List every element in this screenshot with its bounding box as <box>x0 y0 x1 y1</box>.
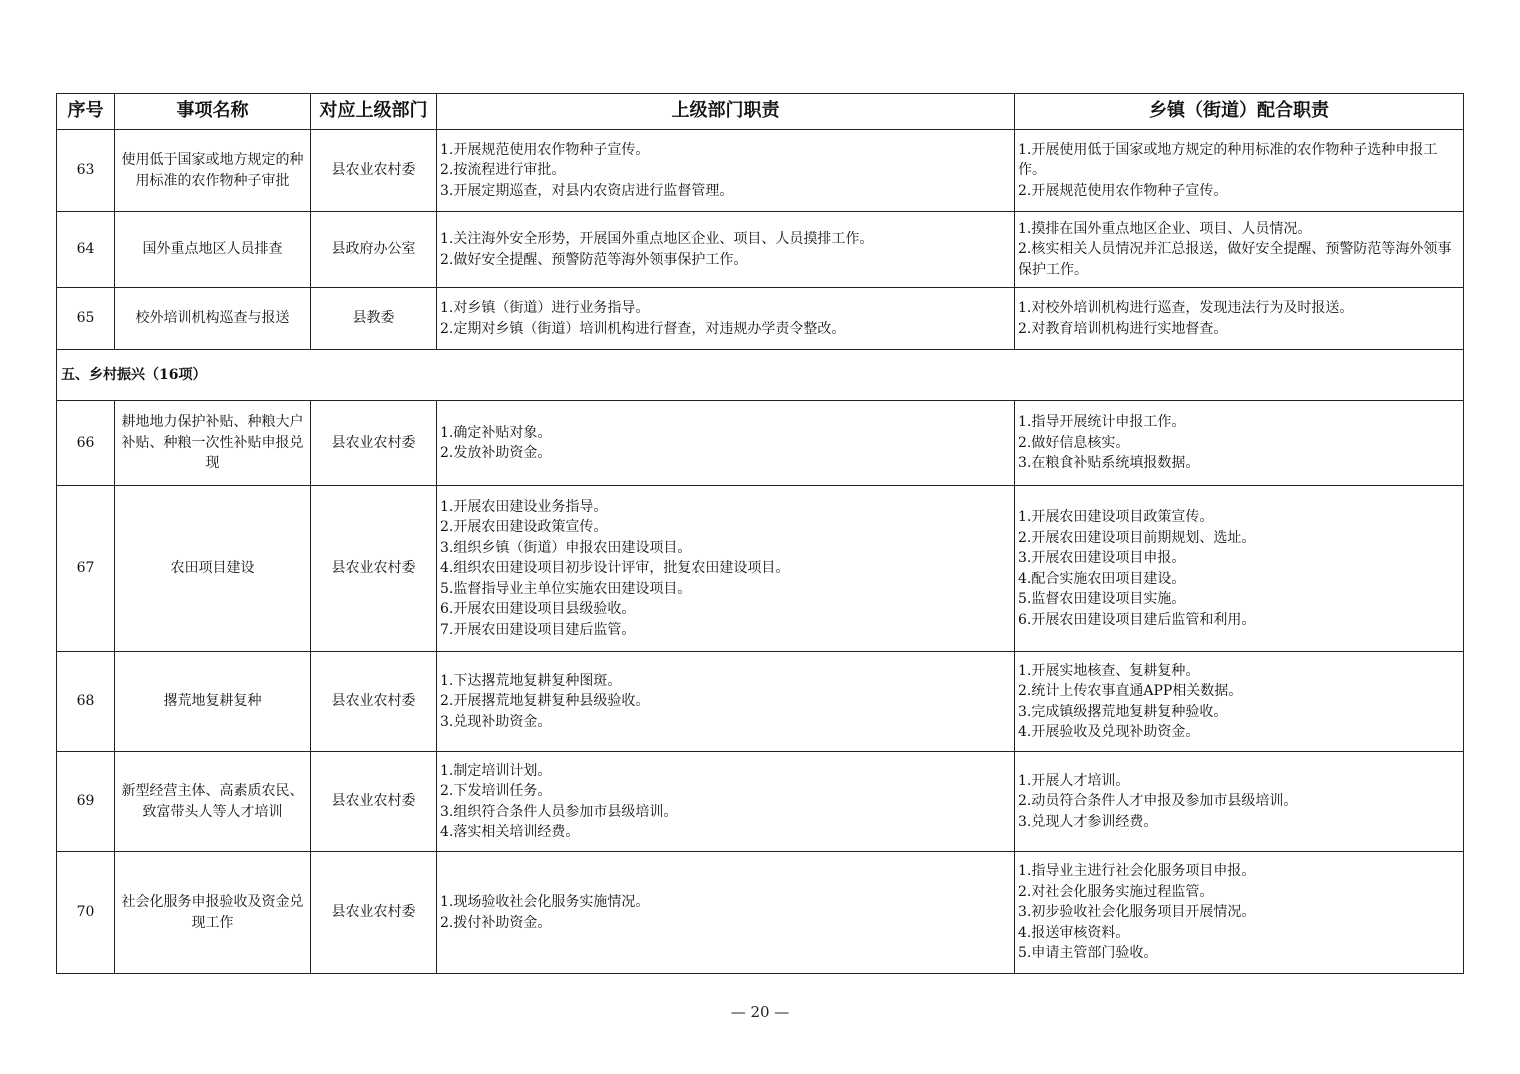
duty-line: 4.开展验收及兑现补助资金。 <box>1018 724 1200 740</box>
duty-line: 2.开展撂荒地复耕复种县级验收。 <box>440 693 650 710</box>
duty-line: 2.对社会化服务实施过程监管。 <box>1018 883 1214 900</box>
table-row <box>57 486 1464 652</box>
duty-line: 3.开展农田建设项目申报。 <box>1018 550 1186 566</box>
table-row <box>57 852 1464 974</box>
duty-line: 2.下发培训任务。 <box>440 783 552 799</box>
duty-line: 2.开展规范使用农作物种子宣传。 <box>1018 182 1228 199</box>
header-town-duties: 乡镇（街道）配合职责 <box>1015 94 1464 130</box>
table-body-after-section <box>57 401 1464 974</box>
upper-duties <box>437 752 1015 852</box>
duty-line: 3.兑现人才参训经费。 <box>1018 813 1158 830</box>
duty-line: 3.组织符合条件人员参加市县级培训。 <box>440 803 678 820</box>
town-duties <box>1015 752 1464 852</box>
duty-line: 1.下达撂荒地复耕复种图斑。 <box>440 672 622 689</box>
table-row <box>57 288 1464 350</box>
duty-line: 2.开展农田建设政策宣传。 <box>440 519 608 536</box>
department: 县农业农村委 <box>311 852 437 974</box>
duty-line: 6.开展农田建设项目建后监管和利用。 <box>1018 611 1256 628</box>
duty-line: 2.动员符合条件人才申报及参加市县级培训。 <box>1018 793 1298 810</box>
duty-line: 1.对乡镇（街道）进行业务指导。 <box>440 300 650 316</box>
page-number: — 20 — <box>730 1003 790 1021</box>
duty-line: 1.开展人才培训。 <box>1018 772 1130 789</box>
row-number: 66 <box>57 401 115 486</box>
duty-line: 1.指导开展统计申报工作。 <box>1018 414 1186 431</box>
upper-duties <box>437 212 1015 288</box>
duty-line: 4.组织农田建设项目初步设计评审，批复农田建设项目。 <box>440 560 790 577</box>
duty-line: 5.监督农田建设项目实施。 <box>1018 591 1186 607</box>
department: 县政府办公室 <box>311 212 437 288</box>
item-name: 国外重点地区人员排查 <box>115 212 311 288</box>
item-name: 校外培训机构巡查与报送 <box>115 288 311 350</box>
duty-line: 3.在粮食补贴系统填报数据。 <box>1018 455 1200 472</box>
duty-line: 1.开展农田建设项目政策宣传。 <box>1018 509 1214 525</box>
duty-line: 1.现场验收社会化服务实施情况。 <box>440 894 650 910</box>
table-row <box>57 212 1464 288</box>
header-upper-duties: 上级部门职责 <box>437 94 1015 130</box>
department: 县农业农村委 <box>311 130 437 212</box>
upper-duties <box>437 401 1015 486</box>
duty-line: 5.监督指导业主单位实施农田建设项目。 <box>440 580 692 597</box>
department: 县农业农村委 <box>311 401 437 486</box>
duty-line: 1.开展规范使用农作物种子宣传。 <box>440 141 650 158</box>
item-name: 耕地地力保护补贴、种粮大户补贴、种粮一次性补贴申报兑现 <box>115 401 311 486</box>
town-duties <box>1015 288 1464 350</box>
department: 县农业农村委 <box>311 486 437 652</box>
duty-line: 4.配合实施农田项目建设。 <box>1018 570 1186 587</box>
table-header-row <box>57 94 1464 130</box>
duty-table <box>56 93 1464 974</box>
row-number: 67 <box>57 486 115 652</box>
table-body-before-section <box>57 130 1464 350</box>
table-row <box>57 130 1464 212</box>
header-dept: 对应上级部门 <box>311 94 437 130</box>
duty-line: 1.指导业主进行社会化服务项目申报。 <box>1018 863 1256 880</box>
duty-line: 3.兑现补助资金。 <box>440 713 552 730</box>
table-row <box>57 401 1464 486</box>
duty-line: 1.开展实地核查、复耕复种。 <box>1018 662 1200 679</box>
duty-line: 3.开展定期巡查，对县内农资店进行监督管理。 <box>440 182 734 199</box>
duty-line: 5.申请主管部门验收。 <box>1018 945 1158 962</box>
town-duties <box>1015 852 1464 974</box>
item-name: 撂荒地复耕复种 <box>115 652 311 752</box>
department: 县教委 <box>311 288 437 350</box>
duty-line: 1.开展使用低于国家或地方规定的种用标准的农作物种子选种申报工作。 <box>1018 141 1438 179</box>
row-number: 70 <box>57 852 115 974</box>
duty-line: 1.对校外培训机构进行巡查，发现违法行为及时报送。 <box>1018 300 1354 316</box>
town-duties <box>1015 401 1464 486</box>
duty-line: 6.开展农田建设项目县级验收。 <box>440 601 636 618</box>
duty-line: 2.拨付补助资金。 <box>440 914 552 931</box>
department: 县农业农村委 <box>311 652 437 752</box>
section-title: 五、乡村振兴（16项） <box>57 350 1464 401</box>
header-num: 序号 <box>57 94 115 130</box>
duty-line: 1.确定补贴对象。 <box>440 424 552 441</box>
upper-duties <box>437 130 1015 212</box>
duty-line: 4.报送审核资料。 <box>1018 924 1130 941</box>
duty-line: 2.按流程进行审批。 <box>440 162 566 179</box>
duty-line: 2.开展农田建设项目前期规划、选址。 <box>1018 529 1256 546</box>
item-name: 使用低于国家或地方规定的种用标准的农作物种子审批 <box>115 130 311 212</box>
table-row <box>57 652 1464 752</box>
duty-line: 1.关注海外安全形势，开展国外重点地区企业、项目、人员摸排工作。 <box>440 231 874 247</box>
town-duties <box>1015 130 1464 212</box>
upper-duties <box>437 652 1015 752</box>
duty-line: 2.做好安全提醒、预警防范等海外领事保护工作。 <box>440 251 748 268</box>
duty-line: 2.核实相关人员情况并汇总报送，做好安全提醒、预警防范等海外领事保护工作。 <box>1018 241 1452 278</box>
row-number: 68 <box>57 652 115 752</box>
upper-duties <box>437 486 1015 652</box>
duty-line: 2.对教育培训机构进行实地督查。 <box>1018 320 1228 337</box>
department: 县农业农村委 <box>311 752 437 852</box>
duty-line: 7.开展农田建设项目建后监管。 <box>440 621 636 638</box>
duty-line: 2.定期对乡镇（街道）培训机构进行督查，对违规办学责令整改。 <box>440 320 846 337</box>
duty-line: 4.落实相关培训经费。 <box>440 824 580 840</box>
row-number: 65 <box>57 288 115 350</box>
upper-duties <box>437 852 1015 974</box>
table-row <box>57 752 1464 852</box>
duty-line: 2.统计上传农事直通APP相关数据。 <box>1018 683 1243 699</box>
duty-line: 3.完成镇级撂荒地复耕复种验收。 <box>1018 703 1228 720</box>
town-duties <box>1015 652 1464 752</box>
duty-line: 1.制定培训计划。 <box>440 762 552 779</box>
item-name: 农田项目建设 <box>115 486 311 652</box>
row-number: 69 <box>57 752 115 852</box>
upper-duties <box>437 288 1015 350</box>
duty-line: 1.开展农田建设业务指导。 <box>440 498 608 515</box>
section-row <box>57 350 1464 401</box>
row-number: 63 <box>57 130 115 212</box>
item-name: 社会化服务申报验收及资金兑现工作 <box>115 852 311 974</box>
row-number: 64 <box>57 212 115 288</box>
duty-line: 3.初步验收社会化服务项目开展情况。 <box>1018 904 1256 921</box>
duty-line: 1.摸排在国外重点地区企业、项目、人员情况。 <box>1018 220 1312 237</box>
item-name: 新型经营主体、高素质农民、致富带头人等人才培训 <box>115 752 311 852</box>
duty-line: 2.做好信息核实。 <box>1018 434 1130 451</box>
town-duties <box>1015 486 1464 652</box>
duty-line: 2.发放补助资金。 <box>440 445 552 461</box>
town-duties <box>1015 212 1464 288</box>
duty-line: 3.组织乡镇（街道）申报农田建设项目。 <box>440 539 692 556</box>
header-name: 事项名称 <box>115 94 311 130</box>
